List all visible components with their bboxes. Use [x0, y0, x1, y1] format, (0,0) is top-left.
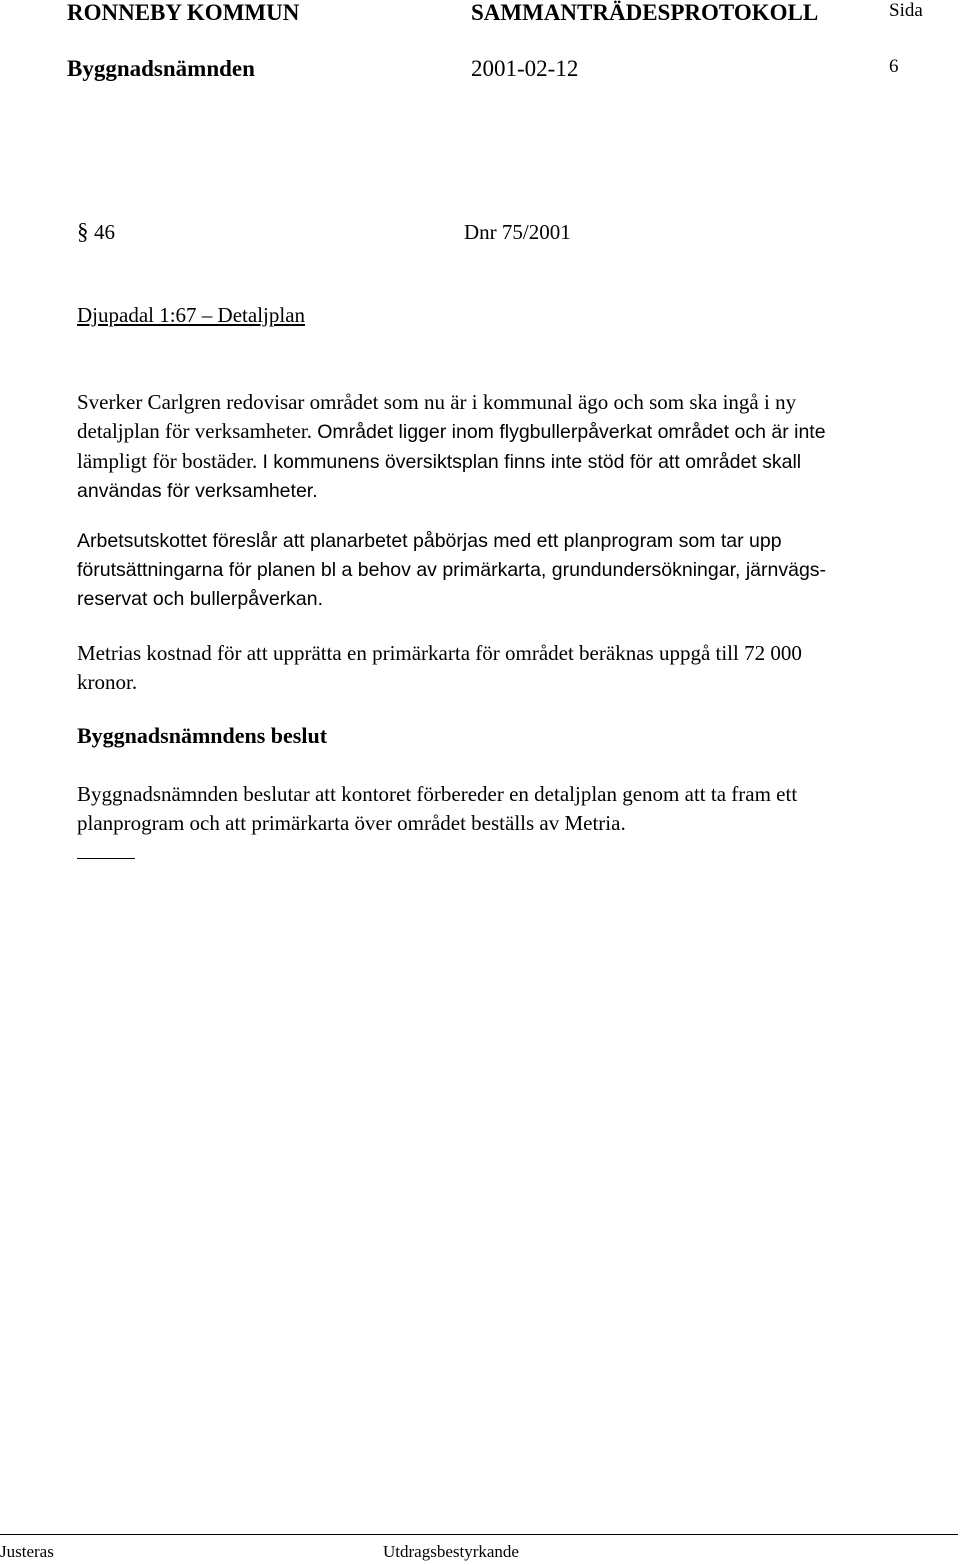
footer-justeras: Justeras [0, 1542, 54, 1561]
paragraph-3-line-1: Metrias kostnad för att upprätta en primärkarta för området beräknas uppgå till 72 000 [77, 641, 802, 665]
decision-line-1: Byggnadsnämnden beslutar att kontoret förbereder en detaljplan genom att ta fram ett [77, 782, 798, 806]
closing-rule [77, 858, 135, 859]
paragraph-2-line-2: förutsättningarna för planen bl a behov av primärkarta, grundundersökningar, järnvägs- [77, 559, 827, 581]
section-mark: § [77, 219, 89, 244]
paragraph-2-line-3: reservat och bullerpåverkan. [77, 588, 324, 610]
paragraph-1-line-3: lämpligt för bostäder. I kommunens översiktsplan finns inte stöd för att området skall [77, 449, 802, 473]
doc-type: SAMMANTRÄDESPROTOKOLL [471, 0, 819, 25]
footer-rule [0, 1534, 958, 1535]
paragraph-1-line-4: användas för verksamheter. [77, 480, 318, 502]
paragraph-3 [77, 639, 937, 697]
footer-utdragsbestyrkande: Utdragsbestyrkande [383, 1542, 519, 1561]
decision-heading: Byggnadsnämndens beslut [77, 723, 328, 748]
decision-text [77, 780, 937, 838]
item-title: Djupadal 1:67 – Detaljplan [77, 303, 306, 327]
org-name: RONNEBY KOMMUN [67, 0, 300, 25]
item-number: 46 [94, 220, 115, 244]
paragraph-1-line-2: detaljplan för verksamheter. Området ligger inom flygbullerpåverkat området och är inte [77, 419, 826, 443]
dnr: Dnr 75/2001 [464, 220, 571, 244]
paragraph-3-line-2: kronor. [77, 670, 138, 694]
committee-name: Byggnadsnämnden [67, 56, 255, 81]
page-number: 6 [889, 56, 899, 77]
decision-line-2: planprogram och att primärkarta över området beställs av Metria. [77, 811, 626, 835]
paragraph-2-line-1: Arbetsutskottet föreslår att planarbetet påbörjas med ett planprogram som tar upp [77, 530, 782, 552]
paragraph-1 [77, 388, 937, 506]
page-label: Sida [889, 0, 923, 21]
paragraph-2 [77, 527, 937, 614]
paragraph-1-line-1: Sverker Carlgren redovisar området som nu är i kommunal ägo och som ska ingå i ny [77, 390, 797, 414]
meeting-date: 2001-02-12 [471, 56, 579, 81]
